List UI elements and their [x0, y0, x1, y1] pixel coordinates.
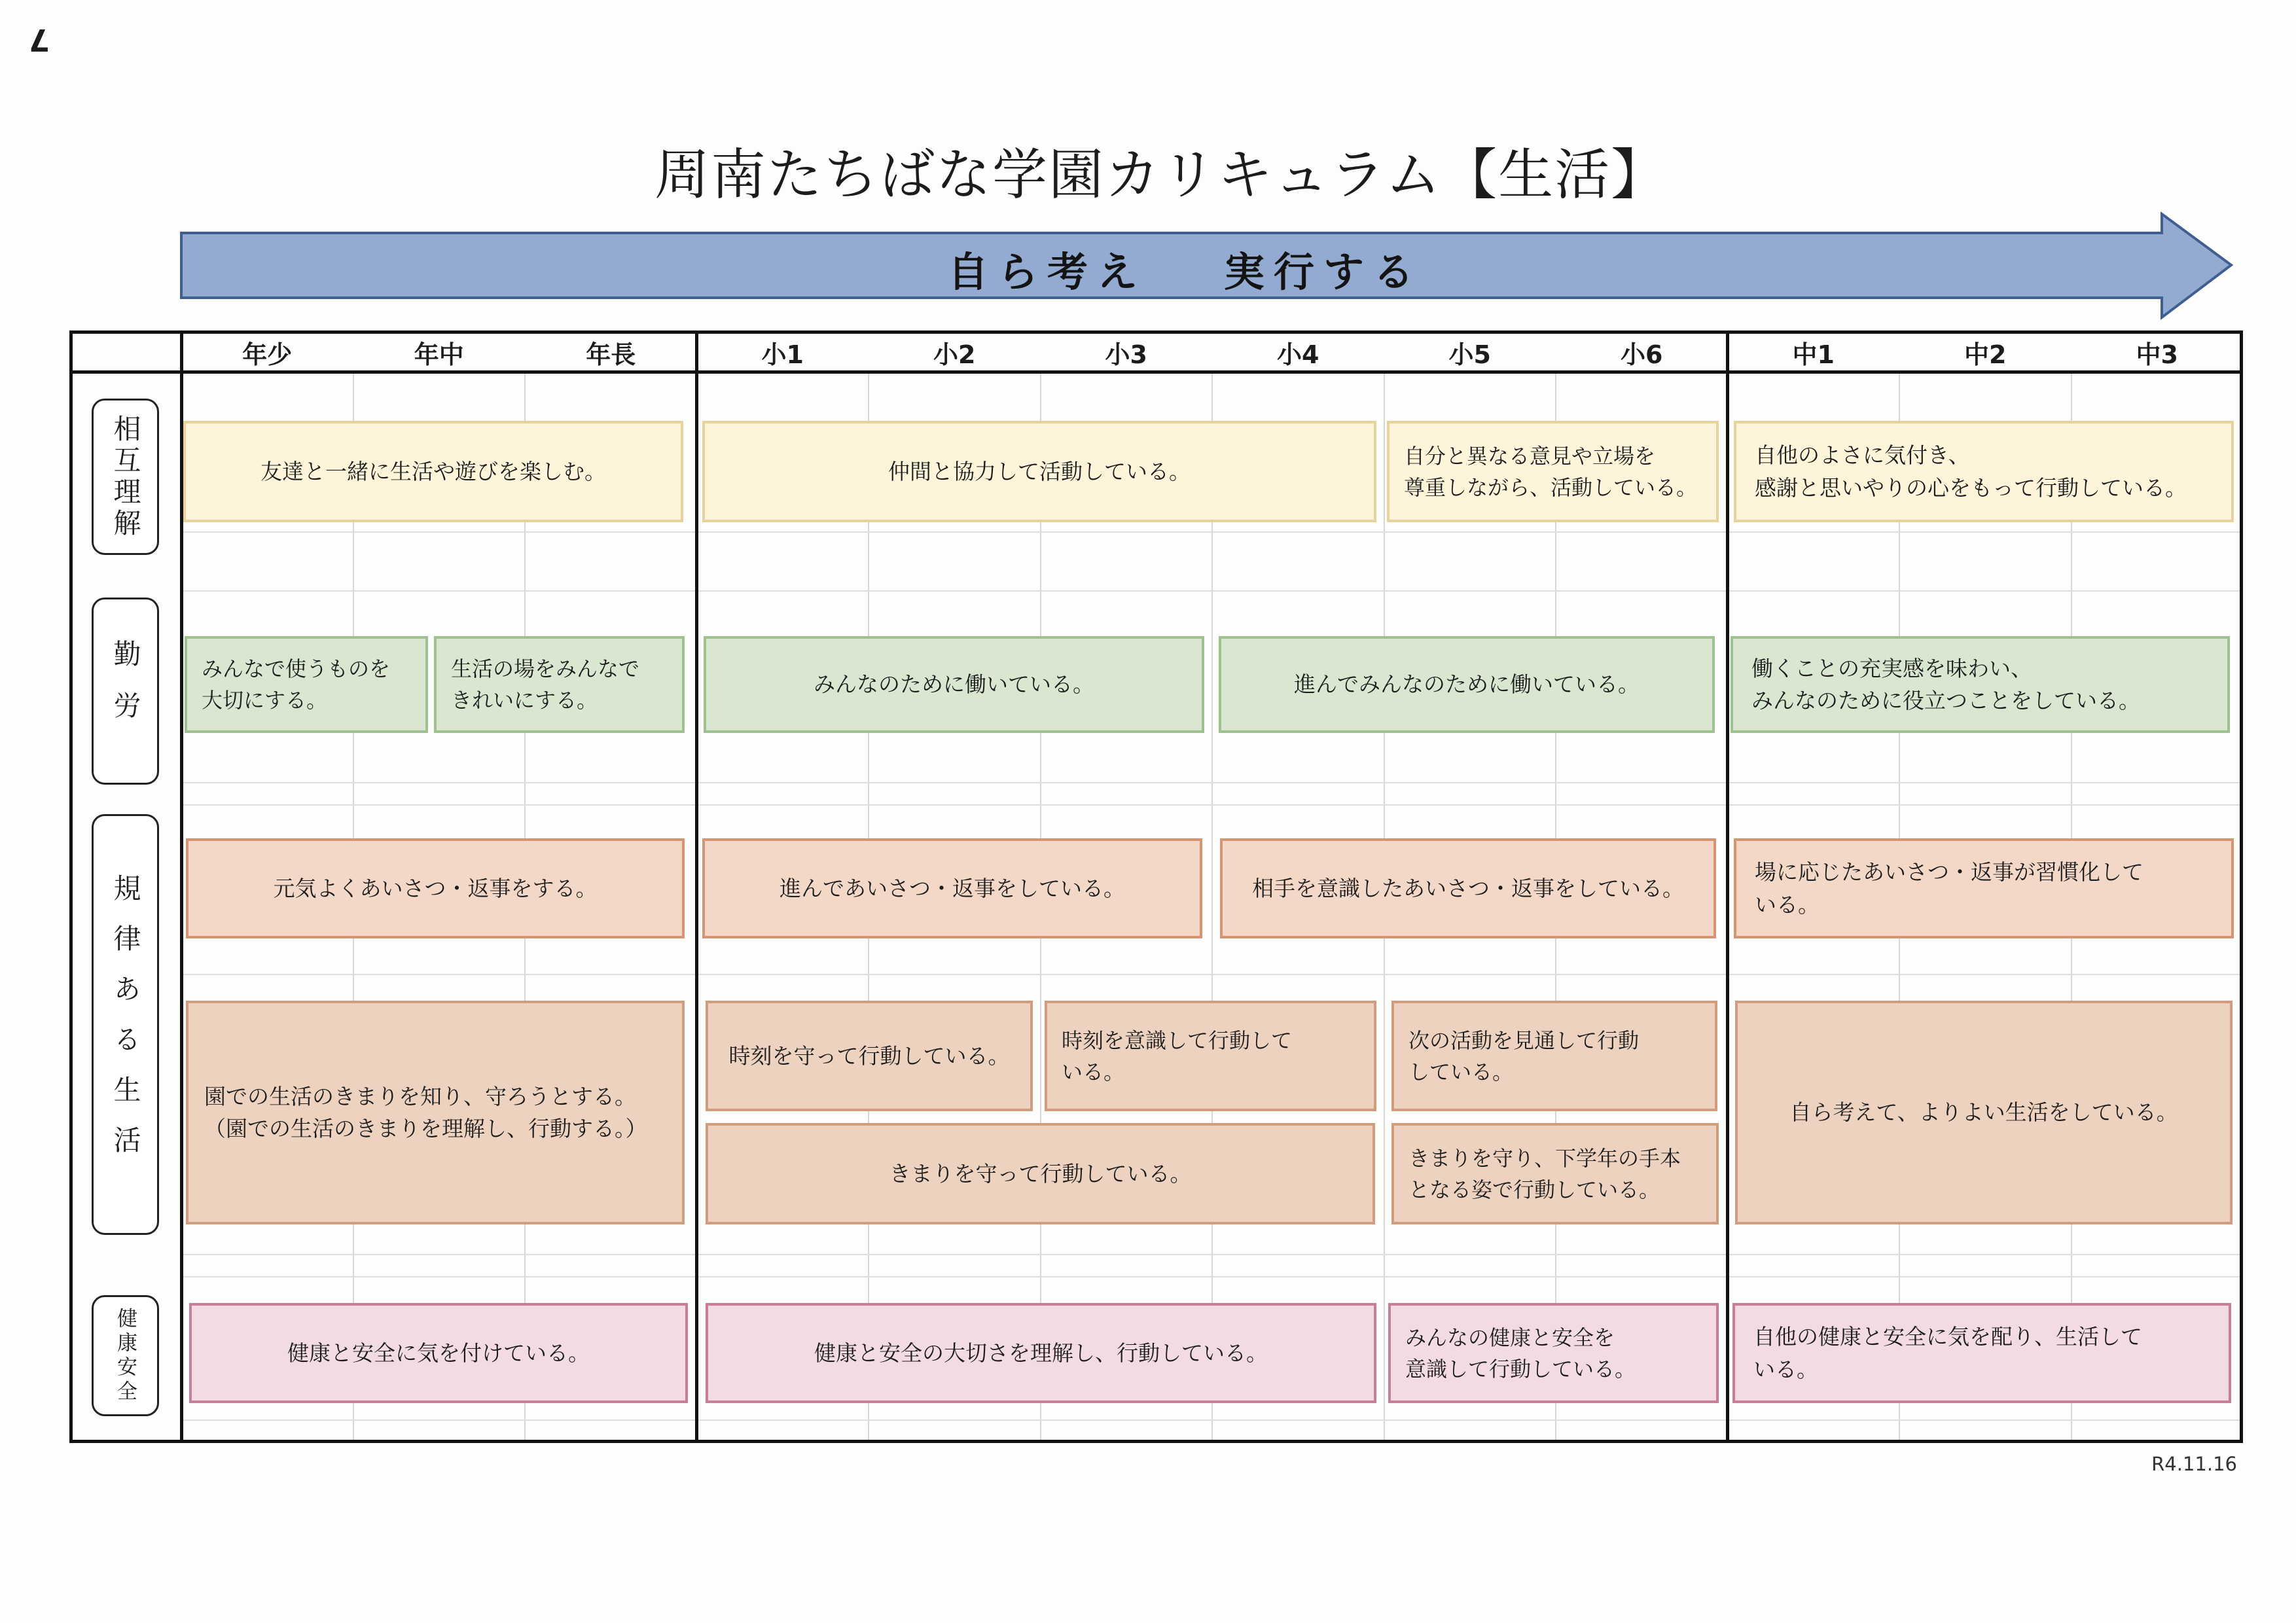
- cell-text: きまりを守り、下学年の手本: [1408, 1145, 1681, 1171]
- cell-text: 自ら考えて、よりよい生活をしている。: [1789, 1099, 2178, 1126]
- column-header: 小3: [1105, 340, 1147, 369]
- cell-health-junior-high: [1732, 1303, 2231, 1403]
- cell-text: 感謝と思いやりの心をもって行動している。: [1755, 474, 2187, 501]
- cell-text: 時刻を守って行動している。: [728, 1043, 1010, 1069]
- cell-text: 進んでみんなのために働いている。: [1294, 671, 1640, 698]
- cell-mutual-elementary-1-4: [702, 421, 1376, 522]
- cell-rules-time-elementary-1-2: [706, 1001, 1033, 1111]
- cell-labor-junior-high: [1731, 636, 2230, 733]
- column-header: 中2: [1964, 340, 2007, 369]
- cell-rules-time-elementary-5-6: [1391, 1001, 1717, 1111]
- progress-arrow: [0, 0, 2296, 340]
- cell-text: 意識して行動している。: [1405, 1356, 1636, 1382]
- row-label-labor: [92, 597, 159, 785]
- arrow-shape: [181, 214, 2231, 317]
- row-label-text: 相互理解: [109, 414, 142, 540]
- cell-text: 働くことの充実感を味わい、: [1751, 655, 2032, 681]
- cell-rules-kindergarten: [186, 1001, 685, 1224]
- cell-rules-time-elementary-3-4: [1045, 1001, 1376, 1111]
- cell-text: 時刻を意識して行動して: [1062, 1027, 1293, 1053]
- column-header: 小4: [1277, 340, 1319, 369]
- row-label-health-safety: [92, 1295, 159, 1416]
- cell-greeting-junior-high: [1734, 838, 2234, 938]
- cell-text: 次の活動を見通して行動: [1408, 1027, 1640, 1053]
- row-label-text: 健康安全: [113, 1307, 137, 1404]
- cell-text: きれいにする。: [451, 688, 598, 713]
- cell-rules-elementary-1-4: [706, 1123, 1375, 1224]
- cell-text: 健康と安全の大切さを理解し、行動している。: [814, 1340, 1268, 1366]
- cell-text: 園での生活のきまりを知り、守ろうとする。: [204, 1083, 636, 1109]
- cell-labor-elementary-4-6: [1219, 636, 1715, 733]
- cell-health-elementary-1-4: [706, 1303, 1376, 1403]
- column-header: 年中: [414, 340, 464, 369]
- row-label-disciplined-life: [92, 814, 159, 1235]
- cell-text: 自他のよさに気付き、: [1755, 442, 1970, 468]
- cell-text: 自他の健康と安全に気を配り、生活して: [1753, 1324, 2142, 1349]
- cell-text: （園での生活のきまりを理解し、行動する。）: [204, 1116, 647, 1141]
- cell-text: みんなで使うものを: [202, 656, 391, 681]
- cell-labor-nursery: [185, 636, 428, 733]
- cell-greeting-elementary-1-3: [702, 838, 1202, 938]
- cell-text: 健康と安全に気を付けている。: [287, 1340, 590, 1366]
- cell-text: 友達と一緒に生活や遊びを楽しむ。: [260, 458, 606, 484]
- column-header: 年少: [242, 340, 293, 369]
- cell-text: いる。: [1753, 1356, 1818, 1382]
- elementary-junior-high-divider: [1726, 330, 1729, 1443]
- cell-health-elementary-5-6: [1388, 1303, 1719, 1403]
- cell-text: 相手を意識したあいさつ・返事をしている。: [1252, 875, 1684, 901]
- cell-text: みんなのために役立つことをしている。: [1751, 688, 2140, 713]
- column-header: 中1: [1792, 340, 1835, 369]
- cell-text: 進んであいさつ・返事をしている。: [780, 875, 1125, 901]
- cell-rules-junior-high: [1735, 1001, 2233, 1224]
- row-label-mutual-understanding: [92, 399, 159, 555]
- column-header: 小6: [1621, 340, 1663, 369]
- arrow-label-act: 実行する: [1224, 248, 1424, 296]
- cell-text: 尊重しながら、活動している。: [1404, 474, 1698, 500]
- cell-mutual-kindergarten: [183, 421, 683, 522]
- cell-mutual-junior-high: [1734, 421, 2234, 522]
- column-header: 年長: [586, 340, 636, 369]
- cell-health-kindergarten: [189, 1303, 688, 1403]
- cell-rules-elementary-5-6: [1391, 1123, 1719, 1224]
- cell-text: いる。: [1755, 891, 1820, 918]
- cell-text: 生活の場をみんなで: [451, 656, 640, 681]
- cell-text: となる姿で行動している。: [1408, 1177, 1660, 1202]
- cell-text: 大切にする。: [202, 688, 328, 713]
- cell-text: いる。: [1062, 1059, 1125, 1084]
- cell-greeting-kindergarten: [186, 838, 685, 938]
- row-label-text: 規律ある生活: [109, 873, 142, 1176]
- cell-labor-senior-kindergarten: [434, 636, 685, 733]
- column-header: 中3: [2136, 340, 2178, 369]
- header-divider: [69, 370, 2243, 374]
- cell-text: みんなのために働いている。: [814, 671, 1094, 698]
- page-title: 周南たちばな学園カリキュラム【生活】: [655, 143, 1668, 207]
- cell-greeting-elementary-4-6: [1220, 838, 1716, 938]
- cell-text: 仲間と協力して活動している。: [888, 458, 1191, 484]
- arrow-label-think: 自ら考え: [948, 248, 1147, 296]
- cell-text: している。: [1408, 1059, 1514, 1084]
- cell-text: 場に応じたあいさつ・返事が習慣化して: [1755, 859, 2144, 885]
- cell-labor-elementary-1-3: [704, 636, 1204, 733]
- revision-date: R4.11.16: [2151, 1453, 2237, 1475]
- page-number: 7: [29, 22, 50, 58]
- kindergarten-elementary-divider: [695, 330, 698, 1443]
- column-header: 小5: [1448, 340, 1491, 369]
- row-label-text: 勤労: [109, 639, 142, 743]
- cell-text: みんなの健康と安全を: [1405, 1325, 1615, 1350]
- cell-text: きまりを守って行動している。: [889, 1160, 1192, 1186]
- cell-text: 自分と異なる意見や立場を: [1404, 443, 1656, 469]
- cell-text: 元気よくあいさつ・返事をする。: [273, 875, 598, 901]
- cell-mutual-elementary-5-6: [1387, 421, 1719, 522]
- column-header: 小1: [761, 340, 804, 369]
- column-header: 小2: [933, 340, 976, 369]
